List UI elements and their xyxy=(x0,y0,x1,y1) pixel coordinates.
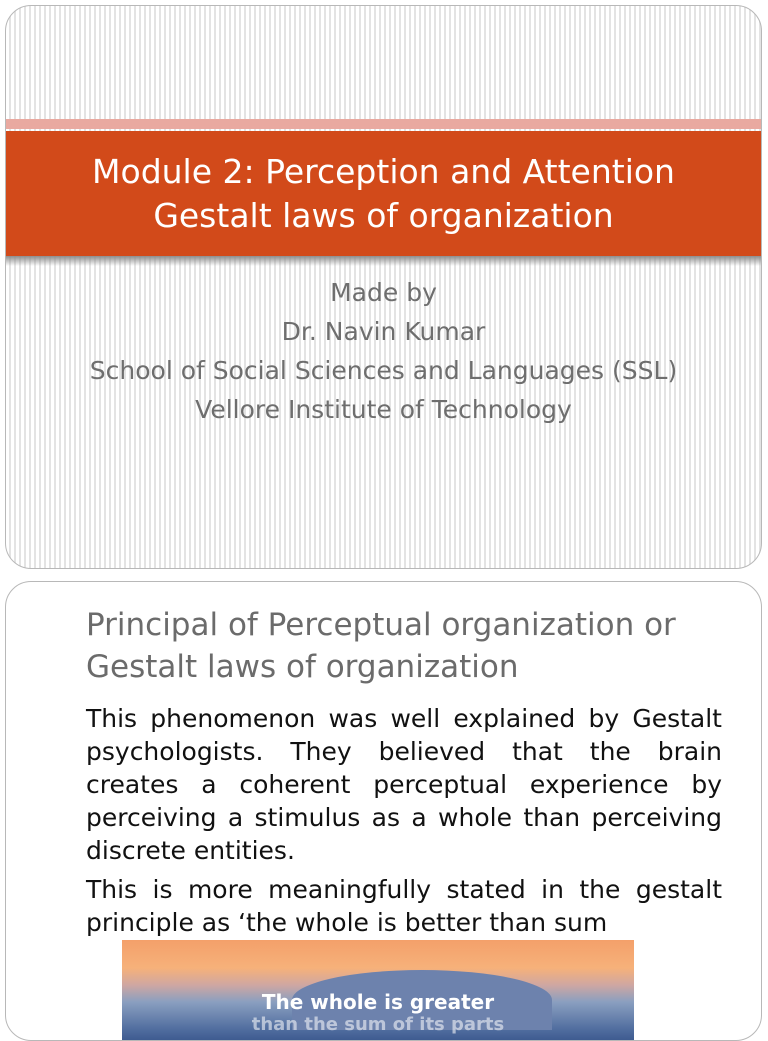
body-paragraph-2: This is more meaningfully stated in the gestalt principle as ‘the whole is better than sum xyxy=(86,875,722,937)
slide-heading: Principal of Perceptual organization or Gestalt laws of organization xyxy=(86,607,676,685)
title-band-shadow xyxy=(6,256,761,266)
image-quote-text-2: than the sum of its parts xyxy=(251,1014,505,1035)
subtitle-institute: Vellore Institute of Technology xyxy=(195,395,572,424)
slide-subtitle xyxy=(66,276,701,432)
subtitle-school: School of Social Sciences and Languages (SSL) xyxy=(89,356,678,385)
subtitle-made-by: Made by xyxy=(330,278,437,307)
subtitle-author: Dr. Navin Kumar xyxy=(281,317,486,346)
body-paragraph-1: This phenomenon was well explained by Gestalt psychologists. They believed that the brain creates a coherent perceptual experience by perceiving a stimulus as a whole than perceiving discrete entities. xyxy=(86,704,722,865)
slide-title-line1: Module 2: Perception and Attention xyxy=(92,151,675,191)
title-band-accent xyxy=(6,119,761,129)
gestalt-quote-image xyxy=(122,940,634,1041)
slide-body xyxy=(86,702,722,945)
slide-title-line2: Gestalt laws of organization xyxy=(153,195,614,235)
title-band xyxy=(6,131,761,256)
image-quote-text: The whole is greater xyxy=(261,990,495,1014)
title-slide xyxy=(5,5,762,569)
content-slide xyxy=(5,581,762,1041)
